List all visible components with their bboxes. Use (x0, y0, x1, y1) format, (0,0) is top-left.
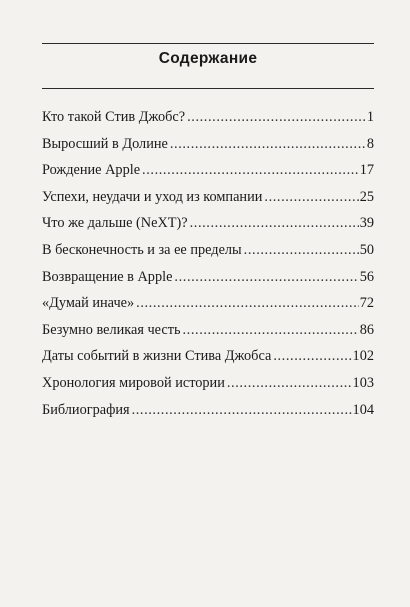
toc-entry-title: Выросший в Долине (42, 135, 168, 152)
toc-entry-page: 72 (359, 295, 374, 312)
toc-entry-title: Библиография (42, 401, 130, 418)
toc-entry (42, 374, 374, 401)
toc-entry-page: 39 (359, 215, 374, 232)
toc-entry-page: 50 (359, 241, 374, 258)
toc-entry (42, 188, 374, 215)
top-rule (42, 43, 374, 44)
toc-entry-page: 17 (359, 162, 374, 179)
toc-entry (42, 321, 374, 348)
toc-entry-title: Даты событий в жизни Стива Джобса (42, 348, 272, 365)
toc-entry-title: Что же дальше (NeXT)? (42, 215, 188, 232)
toc-entry (42, 135, 374, 162)
toc-entry (42, 108, 374, 135)
toc-entry (42, 268, 374, 295)
toc-entry (42, 347, 374, 374)
toc-entry-title: Хронология мировой истории (42, 374, 225, 391)
toc-entry-page: 104 (352, 401, 374, 418)
bottom-rule (42, 88, 374, 89)
toc-entry (42, 161, 374, 188)
toc-entry-title: Возвращение в Apple (42, 268, 173, 285)
toc-entry-title: «Думай иначе» (42, 295, 135, 312)
dot-leader (187, 108, 366, 126)
dot-leader (244, 241, 359, 259)
toc-entry-title: Успехи, неудачи и уход из компании (42, 188, 263, 205)
dot-leader (170, 135, 366, 153)
dot-leader (183, 321, 359, 339)
dot-leader (273, 347, 351, 365)
toc-entry-title: Рождение Apple (42, 162, 141, 179)
toc-entry (42, 294, 374, 321)
toc-entry-title: Кто такой Стив Джобс? (42, 109, 186, 125)
page-title: Содержание (158, 50, 258, 67)
dot-leader (190, 214, 359, 232)
toc-entry (42, 241, 374, 268)
dot-leader (132, 401, 352, 419)
toc-entry (42, 214, 374, 241)
toc-entry-page: 56 (359, 268, 374, 285)
toc-entry-page: 25 (359, 188, 374, 205)
dot-leader (142, 161, 359, 179)
toc-entry-page: 8 (366, 135, 374, 152)
dot-leader (174, 268, 358, 286)
dot-leader (227, 374, 352, 392)
toc-entry-page: 1 (366, 109, 374, 125)
table-of-contents (42, 108, 374, 427)
toc-entry-title: Безумно великая честь (42, 321, 181, 338)
dot-leader (136, 294, 359, 312)
toc-entry-page: 86 (359, 321, 374, 338)
toc-entry-page: 103 (352, 374, 374, 391)
toc-entry-title: В бесконечность и за ее пределы (42, 241, 242, 258)
toc-entry-page: 102 (352, 348, 374, 365)
toc-entry (42, 401, 374, 428)
dot-leader (264, 188, 358, 206)
